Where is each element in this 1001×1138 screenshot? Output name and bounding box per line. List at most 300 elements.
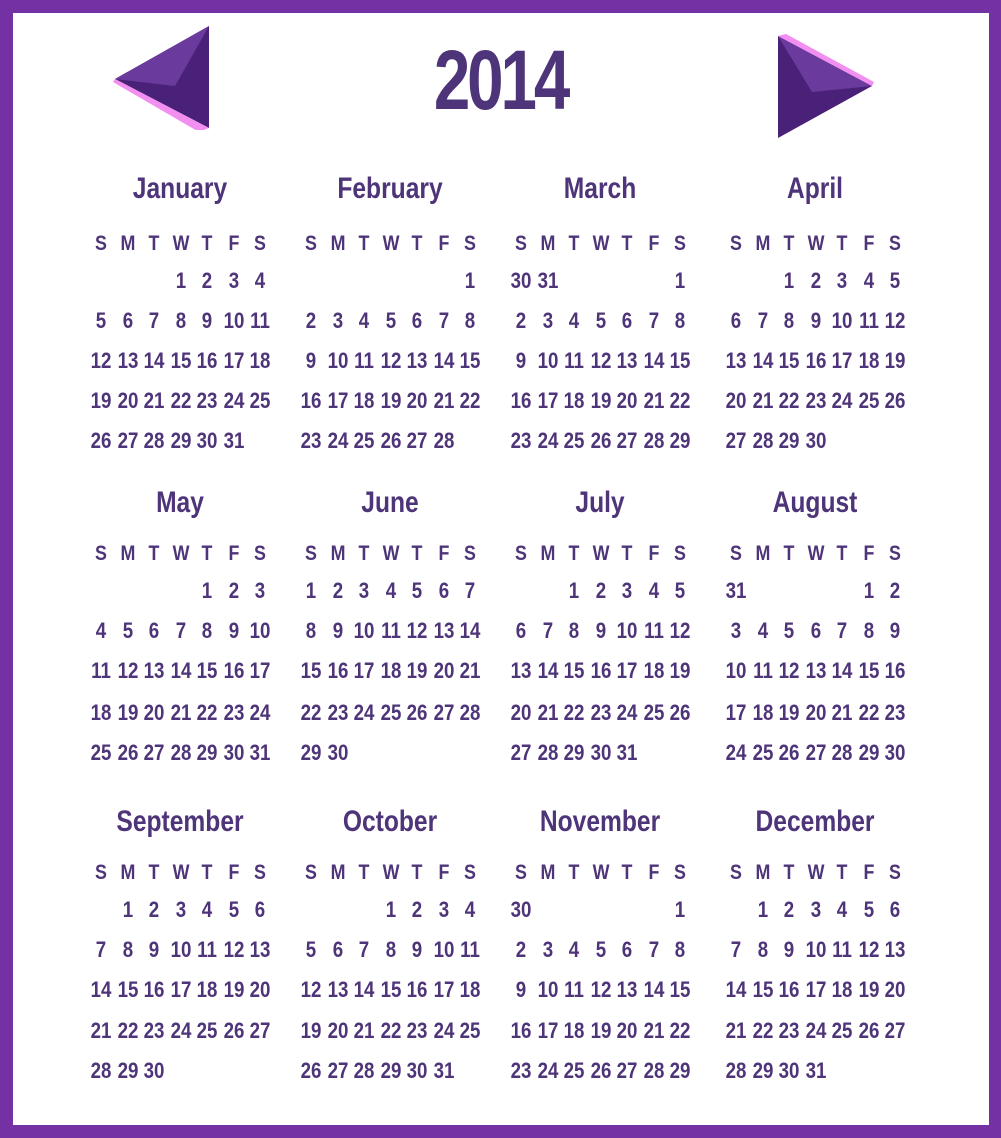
day-cell[interactable]: 17 xyxy=(805,977,826,1002)
day-cell[interactable]: 24 xyxy=(537,1058,558,1083)
day-cell[interactable]: 10 xyxy=(433,937,454,962)
day-cell[interactable]: 18 xyxy=(858,348,879,373)
day-cell[interactable]: 15 xyxy=(196,658,218,683)
day-cell[interactable]: 27 xyxy=(143,740,165,765)
day-cell[interactable]: 14 xyxy=(752,348,773,373)
day-cell[interactable]: 12 xyxy=(117,658,138,683)
day-cell[interactable]: 26 xyxy=(858,1018,879,1043)
day-cell[interactable]: 28 xyxy=(643,1058,664,1083)
day-cell[interactable]: 10 xyxy=(537,977,558,1002)
day-cell[interactable]: 14 xyxy=(725,977,747,1002)
day-cell[interactable]: 26 xyxy=(590,1058,611,1083)
day-cell[interactable]: 22 xyxy=(858,700,879,725)
day-cell[interactable]: 17 xyxy=(616,658,638,683)
day-cell[interactable]: 20 xyxy=(725,388,747,413)
day-cell[interactable]: 23 xyxy=(590,700,611,725)
day-cell[interactable]: 13 xyxy=(616,977,638,1002)
day-cell[interactable]: 21 xyxy=(90,1018,112,1043)
day-cell[interactable]: 27 xyxy=(616,428,638,453)
day-cell[interactable]: 17 xyxy=(249,658,271,683)
day-cell[interactable]: 13 xyxy=(805,658,826,683)
day-cell[interactable]: 9 xyxy=(332,618,343,643)
day-cell[interactable]: 18 xyxy=(196,977,218,1002)
triangle-left-icon[interactable] xyxy=(113,24,211,130)
day-cell[interactable]: 14 xyxy=(353,977,375,1002)
day-cell[interactable]: 18 xyxy=(752,700,773,725)
day-cell[interactable]: 9 xyxy=(201,308,213,333)
day-cell[interactable]: 12 xyxy=(778,658,800,683)
day-cell[interactable]: 21 xyxy=(831,700,853,725)
day-cell[interactable]: 7 xyxy=(648,308,659,333)
day-cell[interactable]: 18 xyxy=(459,977,481,1002)
day-cell[interactable]: 23 xyxy=(196,388,218,413)
day-cell[interactable]: 3 xyxy=(228,268,239,293)
day-cell[interactable]: 27 xyxy=(510,740,532,765)
day-cell[interactable]: 29 xyxy=(170,428,191,453)
day-cell[interactable]: 3 xyxy=(542,308,553,333)
day-cell[interactable]: 20 xyxy=(433,658,454,683)
day-cell[interactable]: 8 xyxy=(122,937,133,962)
day-cell[interactable]: 28 xyxy=(143,428,165,453)
day-cell[interactable]: 20 xyxy=(143,700,165,725)
day-cell[interactable]: 18 xyxy=(643,658,664,683)
day-cell[interactable]: 27 xyxy=(117,428,138,453)
day-cell[interactable]: 4 xyxy=(863,268,874,293)
day-cell[interactable]: 5 xyxy=(783,618,795,643)
day-cell[interactable]: 16 xyxy=(805,348,826,373)
day-cell[interactable]: 7 xyxy=(836,618,848,643)
day-cell[interactable]: 24 xyxy=(170,1018,191,1043)
day-cell[interactable]: 10 xyxy=(353,618,375,643)
day-cell[interactable]: 31 xyxy=(805,1058,826,1083)
day-cell[interactable]: 30 xyxy=(510,268,532,293)
day-cell[interactable]: 30 xyxy=(805,428,826,453)
day-cell[interactable]: 31 xyxy=(223,428,244,453)
day-cell[interactable]: 28 xyxy=(752,428,773,453)
day-cell[interactable]: 27 xyxy=(327,1058,348,1083)
day-cell[interactable]: 7 xyxy=(730,937,742,962)
day-cell[interactable]: 18 xyxy=(563,1018,585,1043)
day-cell[interactable]: 8 xyxy=(783,308,795,333)
day-cell[interactable]: 25 xyxy=(858,388,879,413)
day-cell[interactable]: 16 xyxy=(778,977,800,1002)
day-cell[interactable]: 15 xyxy=(117,977,138,1002)
day-cell[interactable]: 6 xyxy=(730,308,742,333)
day-cell[interactable]: 21 xyxy=(433,388,454,413)
day-cell[interactable]: 15 xyxy=(170,348,191,373)
day-cell[interactable]: 1 xyxy=(783,268,795,293)
day-cell[interactable]: 2 xyxy=(411,897,423,922)
day-cell[interactable]: 10 xyxy=(537,348,558,373)
day-cell[interactable]: 5 xyxy=(385,308,396,333)
day-cell[interactable]: 5 xyxy=(411,578,423,603)
day-cell[interactable]: 25 xyxy=(563,428,585,453)
day-cell[interactable]: 13 xyxy=(616,348,638,373)
day-cell[interactable]: 6 xyxy=(515,618,527,643)
day-cell[interactable]: 16 xyxy=(143,977,165,1002)
day-cell[interactable]: 25 xyxy=(643,700,664,725)
day-cell[interactable]: 5 xyxy=(228,897,239,922)
day-cell[interactable]: 25 xyxy=(196,1018,218,1043)
day-cell[interactable]: 20 xyxy=(805,700,826,725)
day-cell[interactable]: 4 xyxy=(201,897,213,922)
day-cell[interactable]: 19 xyxy=(380,388,401,413)
day-cell[interactable]: 20 xyxy=(327,1018,348,1043)
day-cell[interactable]: 4 xyxy=(568,937,580,962)
day-cell[interactable]: 22 xyxy=(563,700,585,725)
day-cell[interactable]: 17 xyxy=(537,388,558,413)
day-cell[interactable]: 6 xyxy=(621,308,633,333)
day-cell[interactable]: 9 xyxy=(148,937,160,962)
day-cell[interactable]: 22 xyxy=(669,388,691,413)
day-cell[interactable]: 24 xyxy=(831,388,853,413)
day-cell[interactable]: 12 xyxy=(90,348,112,373)
day-cell[interactable]: 5 xyxy=(595,308,606,333)
day-cell[interactable]: 2 xyxy=(332,578,343,603)
day-cell[interactable]: 28 xyxy=(90,1058,112,1083)
day-cell[interactable]: 12 xyxy=(669,618,691,643)
day-cell[interactable]: 22 xyxy=(669,1018,691,1043)
day-cell[interactable]: 16 xyxy=(223,658,244,683)
day-cell[interactable]: 15 xyxy=(300,658,322,683)
day-cell[interactable]: 16 xyxy=(510,388,532,413)
day-cell[interactable]: 30 xyxy=(223,740,244,765)
day-cell[interactable]: 7 xyxy=(757,308,768,333)
day-cell[interactable]: 1 xyxy=(674,268,686,293)
day-cell[interactable]: 21 xyxy=(643,388,664,413)
day-cell[interactable]: 29 xyxy=(380,1058,401,1083)
day-cell[interactable]: 17 xyxy=(353,658,375,683)
day-cell[interactable]: 22 xyxy=(300,700,322,725)
day-cell[interactable]: 29 xyxy=(669,428,691,453)
day-cell[interactable]: 8 xyxy=(674,308,686,333)
day-cell[interactable]: 2 xyxy=(595,578,606,603)
day-cell[interactable]: 9 xyxy=(228,618,239,643)
day-cell[interactable]: 11 xyxy=(858,308,879,333)
day-cell[interactable]: 9 xyxy=(595,618,606,643)
day-cell[interactable]: 13 xyxy=(249,937,271,962)
day-cell[interactable]: 14 xyxy=(643,348,664,373)
day-cell[interactable]: 9 xyxy=(515,977,527,1002)
day-cell[interactable]: 7 xyxy=(175,618,186,643)
day-cell[interactable]: 8 xyxy=(674,937,686,962)
day-cell[interactable]: 11 xyxy=(752,658,773,683)
day-cell[interactable]: 2 xyxy=(515,308,527,333)
day-cell[interactable]: 18 xyxy=(831,977,853,1002)
day-cell[interactable]: 24 xyxy=(433,1018,454,1043)
day-cell[interactable]: 13 xyxy=(510,658,532,683)
day-cell[interactable]: 16 xyxy=(406,977,428,1002)
day-cell[interactable]: 29 xyxy=(117,1058,138,1083)
day-cell[interactable]: 13 xyxy=(884,937,906,962)
day-cell[interactable]: 23 xyxy=(778,1018,800,1043)
day-cell[interactable]: 29 xyxy=(300,740,322,765)
day-cell[interactable]: 16 xyxy=(590,658,611,683)
day-cell[interactable]: 26 xyxy=(223,1018,244,1043)
day-cell[interactable]: 27 xyxy=(725,428,747,453)
day-cell[interactable]: 22 xyxy=(380,1018,401,1043)
day-cell[interactable]: 21 xyxy=(752,388,773,413)
day-cell[interactable]: 15 xyxy=(459,348,481,373)
day-cell[interactable]: 19 xyxy=(590,388,611,413)
day-cell[interactable]: 2 xyxy=(228,578,239,603)
day-cell[interactable]: 17 xyxy=(433,977,454,1002)
day-cell[interactable]: 30 xyxy=(196,428,218,453)
day-cell[interactable]: 30 xyxy=(327,740,348,765)
day-cell[interactable]: 11 xyxy=(643,618,664,643)
day-cell[interactable]: 10 xyxy=(170,937,191,962)
day-cell[interactable]: 24 xyxy=(805,1018,826,1043)
day-cell[interactable]: 17 xyxy=(831,348,853,373)
day-cell[interactable]: 1 xyxy=(175,268,186,293)
day-cell[interactable]: 13 xyxy=(725,348,747,373)
day-cell[interactable]: 25 xyxy=(459,1018,481,1043)
day-cell[interactable]: 30 xyxy=(884,740,906,765)
day-cell[interactable]: 28 xyxy=(537,740,558,765)
day-cell[interactable]: 28 xyxy=(459,700,481,725)
day-cell[interactable]: 3 xyxy=(175,897,186,922)
day-cell[interactable]: 21 xyxy=(459,658,481,683)
day-cell[interactable]: 2 xyxy=(305,308,317,333)
day-cell[interactable]: 30 xyxy=(778,1058,800,1083)
day-cell[interactable]: 15 xyxy=(380,977,401,1002)
day-cell[interactable]: 30 xyxy=(406,1058,428,1083)
day-cell[interactable]: 3 xyxy=(730,618,742,643)
day-cell[interactable]: 25 xyxy=(90,740,112,765)
day-cell[interactable]: 20 xyxy=(117,388,138,413)
day-cell[interactable]: 29 xyxy=(669,1058,691,1083)
day-cell[interactable]: 8 xyxy=(863,618,874,643)
day-cell[interactable]: 17 xyxy=(537,1018,558,1043)
day-cell[interactable]: 19 xyxy=(858,977,879,1002)
day-cell[interactable]: 14 xyxy=(643,977,664,1002)
day-cell[interactable]: 31 xyxy=(725,578,747,603)
day-cell[interactable]: 9 xyxy=(515,348,527,373)
day-cell[interactable]: 1 xyxy=(385,897,396,922)
day-cell[interactable]: 14 xyxy=(143,348,165,373)
day-cell[interactable]: 15 xyxy=(669,977,691,1002)
day-cell[interactable]: 12 xyxy=(590,348,611,373)
day-cell[interactable]: 13 xyxy=(406,348,428,373)
day-cell[interactable]: 18 xyxy=(353,388,375,413)
day-cell[interactable]: 7 xyxy=(358,937,370,962)
day-cell[interactable]: 18 xyxy=(90,700,112,725)
day-cell[interactable]: 21 xyxy=(170,700,191,725)
day-cell[interactable]: 19 xyxy=(300,1018,322,1043)
day-cell[interactable]: 19 xyxy=(90,388,112,413)
day-cell[interactable]: 29 xyxy=(196,740,218,765)
day-cell[interactable]: 1 xyxy=(674,897,686,922)
day-cell[interactable]: 12 xyxy=(300,977,322,1002)
day-cell[interactable]: 16 xyxy=(510,1018,532,1043)
day-cell[interactable]: 11 xyxy=(564,977,584,1002)
day-cell[interactable]: 17 xyxy=(725,700,747,725)
day-cell[interactable]: 2 xyxy=(889,578,901,603)
day-cell[interactable]: 10 xyxy=(725,658,747,683)
day-cell[interactable]: 28 xyxy=(643,428,664,453)
day-cell[interactable]: 23 xyxy=(223,700,244,725)
day-cell[interactable]: 28 xyxy=(831,740,853,765)
day-cell[interactable]: 11 xyxy=(460,937,480,962)
day-cell[interactable]: 1 xyxy=(305,578,317,603)
day-cell[interactable]: 26 xyxy=(590,428,611,453)
day-cell[interactable]: 4 xyxy=(568,308,580,333)
day-cell[interactable]: 23 xyxy=(143,1018,165,1043)
day-cell[interactable]: 10 xyxy=(616,618,638,643)
day-cell[interactable]: 5 xyxy=(674,578,686,603)
day-cell[interactable]: 4 xyxy=(757,618,768,643)
day-cell[interactable]: 1 xyxy=(568,578,580,603)
day-cell[interactable]: 1 xyxy=(464,268,476,293)
day-cell[interactable]: 24 xyxy=(616,700,638,725)
day-cell[interactable]: 2 xyxy=(201,268,213,293)
day-cell[interactable]: 16 xyxy=(884,658,906,683)
day-cell[interactable]: 29 xyxy=(778,428,800,453)
day-cell[interactable]: 20 xyxy=(616,388,638,413)
day-cell[interactable]: 17 xyxy=(223,348,244,373)
day-cell[interactable]: 6 xyxy=(810,618,821,643)
day-cell[interactable]: 14 xyxy=(537,658,558,683)
day-cell[interactable]: 7 xyxy=(95,937,107,962)
day-cell[interactable]: 6 xyxy=(148,618,160,643)
day-cell[interactable]: 6 xyxy=(122,308,133,333)
day-cell[interactable]: 5 xyxy=(595,937,606,962)
day-cell[interactable]: 13 xyxy=(117,348,138,373)
day-cell[interactable]: 9 xyxy=(810,308,821,333)
day-cell[interactable]: 9 xyxy=(305,348,317,373)
day-cell[interactable]: 13 xyxy=(327,977,348,1002)
day-cell[interactable]: 12 xyxy=(223,937,244,962)
day-cell[interactable]: 28 xyxy=(353,1058,375,1083)
day-cell[interactable]: 23 xyxy=(510,428,532,453)
day-cell[interactable]: 3 xyxy=(358,578,370,603)
day-cell[interactable]: 19 xyxy=(406,658,428,683)
day-cell[interactable]: 4 xyxy=(464,897,476,922)
day-cell[interactable]: 25 xyxy=(353,428,375,453)
day-cell[interactable]: 24 xyxy=(327,428,348,453)
day-cell[interactable]: 20 xyxy=(616,1018,638,1043)
day-cell[interactable]: 16 xyxy=(327,658,348,683)
day-cell[interactable]: 9 xyxy=(411,937,423,962)
day-cell[interactable]: 26 xyxy=(117,740,138,765)
day-cell[interactable]: 19 xyxy=(117,700,138,725)
day-cell[interactable]: 4 xyxy=(358,308,370,333)
day-cell[interactable]: 24 xyxy=(353,700,375,725)
day-cell[interactable]: 23 xyxy=(406,1018,428,1043)
day-cell[interactable]: 21 xyxy=(143,388,165,413)
day-cell[interactable]: 10 xyxy=(805,937,826,962)
day-cell[interactable]: 12 xyxy=(884,308,906,333)
day-cell[interactable]: 21 xyxy=(537,700,558,725)
day-cell[interactable]: 3 xyxy=(836,268,848,293)
day-cell[interactable]: 17 xyxy=(327,388,348,413)
day-cell[interactable]: 31 xyxy=(249,740,271,765)
day-cell[interactable]: 6 xyxy=(621,937,633,962)
day-cell[interactable]: 7 xyxy=(542,618,553,643)
day-cell[interactable]: 24 xyxy=(249,700,271,725)
day-cell[interactable]: 7 xyxy=(438,308,449,333)
day-cell[interactable]: 8 xyxy=(757,937,768,962)
day-cell[interactable]: 22 xyxy=(117,1018,138,1043)
day-cell[interactable]: 10 xyxy=(831,308,853,333)
day-cell[interactable]: 1 xyxy=(122,897,133,922)
day-cell[interactable]: 7 xyxy=(464,578,476,603)
day-cell[interactable]: 26 xyxy=(778,740,800,765)
day-cell[interactable]: 23 xyxy=(327,700,348,725)
day-cell[interactable]: 22 xyxy=(778,388,800,413)
day-cell[interactable]: 13 xyxy=(143,658,165,683)
day-cell[interactable]: 15 xyxy=(858,658,879,683)
day-cell[interactable]: 16 xyxy=(300,388,322,413)
day-cell[interactable]: 4 xyxy=(385,578,396,603)
day-cell[interactable]: 21 xyxy=(725,1018,747,1043)
day-cell[interactable]: 16 xyxy=(196,348,218,373)
day-cell[interactable]: 12 xyxy=(380,348,401,373)
day-cell[interactable]: 19 xyxy=(778,700,800,725)
day-cell[interactable]: 25 xyxy=(380,700,401,725)
day-cell[interactable]: 2 xyxy=(148,897,160,922)
day-cell[interactable]: 31 xyxy=(616,740,638,765)
day-cell[interactable]: 22 xyxy=(196,700,218,725)
day-cell[interactable]: 14 xyxy=(170,658,191,683)
day-cell[interactable]: 11 xyxy=(91,658,111,683)
day-cell[interactable]: 25 xyxy=(831,1018,853,1043)
day-cell[interactable]: 31 xyxy=(433,1058,454,1083)
day-cell[interactable]: 15 xyxy=(778,348,800,373)
day-cell[interactable]: 6 xyxy=(438,578,449,603)
day-cell[interactable]: 11 xyxy=(354,348,374,373)
day-cell[interactable]: 30 xyxy=(590,740,611,765)
day-cell[interactable]: 27 xyxy=(406,428,428,453)
day-cell[interactable]: 8 xyxy=(385,937,396,962)
day-cell[interactable]: 12 xyxy=(590,977,611,1002)
day-cell[interactable]: 23 xyxy=(300,428,322,453)
day-cell[interactable]: 23 xyxy=(805,388,826,413)
day-cell[interactable]: 30 xyxy=(510,897,532,922)
day-cell[interactable]: 3 xyxy=(332,308,343,333)
day-cell[interactable]: 15 xyxy=(563,658,585,683)
day-cell[interactable]: 22 xyxy=(459,388,481,413)
day-cell[interactable]: 31 xyxy=(537,268,558,293)
day-cell[interactable]: 5 xyxy=(95,308,107,333)
day-cell[interactable]: 27 xyxy=(805,740,826,765)
day-cell[interactable]: 4 xyxy=(648,578,659,603)
day-cell[interactable]: 23 xyxy=(510,1058,532,1083)
day-cell[interactable]: 22 xyxy=(752,1018,773,1043)
day-cell[interactable]: 10 xyxy=(327,348,348,373)
day-cell[interactable]: 21 xyxy=(353,1018,375,1043)
day-cell[interactable]: 15 xyxy=(752,977,773,1002)
day-cell[interactable]: 29 xyxy=(563,740,585,765)
day-cell[interactable]: 9 xyxy=(783,937,795,962)
day-cell[interactable]: 20 xyxy=(510,700,532,725)
day-cell[interactable]: 4 xyxy=(95,618,107,643)
day-cell[interactable]: 19 xyxy=(223,977,244,1002)
day-cell[interactable]: 9 xyxy=(889,618,901,643)
day-cell[interactable]: 2 xyxy=(810,268,821,293)
day-cell[interactable]: 28 xyxy=(170,740,191,765)
day-cell[interactable]: 26 xyxy=(300,1058,322,1083)
day-cell[interactable]: 8 xyxy=(175,308,186,333)
day-cell[interactable]: 4 xyxy=(254,268,266,293)
day-cell[interactable]: 18 xyxy=(249,348,271,373)
day-cell[interactable]: 5 xyxy=(889,268,901,293)
day-cell[interactable]: 3 xyxy=(810,897,821,922)
day-cell[interactable]: 10 xyxy=(249,618,271,643)
day-cell[interactable]: 25 xyxy=(752,740,773,765)
day-cell[interactable]: 11 xyxy=(564,348,584,373)
day-cell[interactable]: 1 xyxy=(201,578,213,603)
